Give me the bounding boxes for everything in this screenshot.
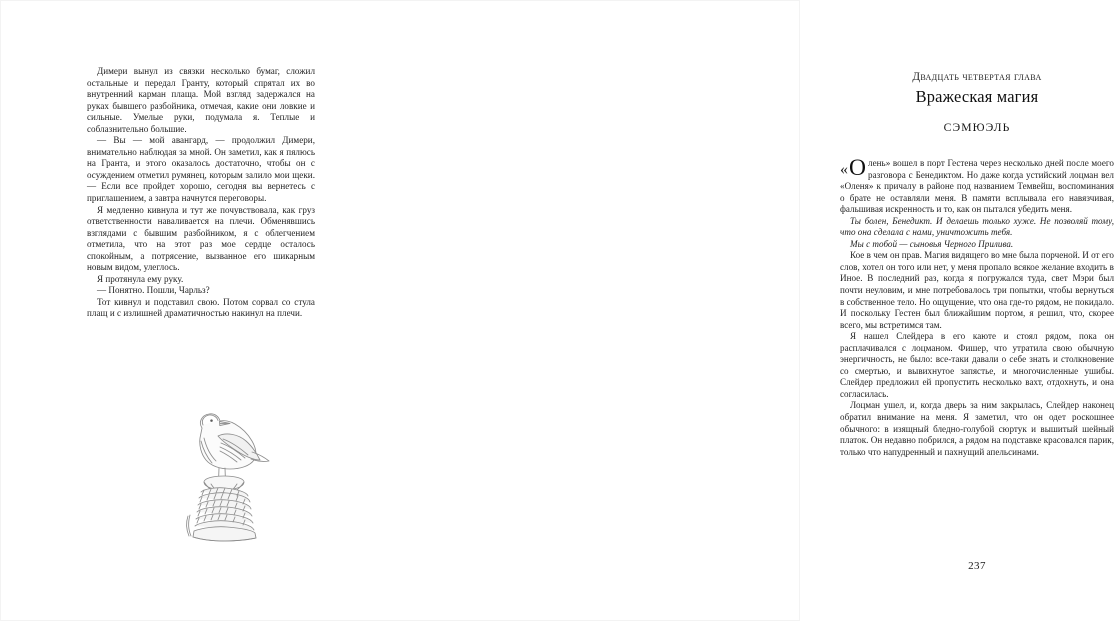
paragraph: Я протянула ему руку. xyxy=(97,273,184,284)
chapter-title: Вражеская магия xyxy=(915,87,1039,106)
paragraph: — Вы — мой авангард, — продолжил Димери, внимательно наблюдая за мной. Он заметил, как я пялюсь на Гранта, и этого оказалось достаточно, чтобы он с осуждением отметил румянец, которым залило мои щеки. — Если все пройдет хорошо, сегодня вы вернетесь с приглашением, а завтра начнутся переговоры. xyxy=(87,135,315,204)
page-number: 237 xyxy=(968,560,986,572)
right-page xyxy=(400,0,1114,621)
paragraph: Лоцман ушел, и, когда дверь за ним закрылась, Слейдер наконец обратил внимание на меня. Я заметил, что он одет роскошнее обычного: в изящный бледно-голубой сюртук и вышитый шейный платок. Он недавно побрился, а рядом на подставке красовался парик, только что напудренный и пахнущий апельсинами. xyxy=(840,400,1114,457)
pov-character-name: СЭМЮЭЛЬ xyxy=(943,121,1011,134)
paragraph: Тот кивнул и подставил свою. Потом сорвал со стула плащ и с излишней драматичностью накинул на плечи. xyxy=(87,296,315,319)
dropcap-opening-quote: « xyxy=(840,161,849,178)
dropcap-letter: О xyxy=(849,155,867,181)
paragraph-italic: Мы с тобой — сыновья Черного Прилива. xyxy=(850,238,1014,249)
paragraph-text: лень» вошел в порт Гестена через несколько дней после моего разговора с Бенедиктом. Но даже когда устийский лоцман вел «Оленя» к причалу в районе под названием Темвейш, воспоминания о брате не оставляли меня. В памяти всплывала его навязчивая, фальшивая искренность и то, как он пытался убедить меня. xyxy=(840,158,1114,215)
paragraph: — Понятно. Пошли, Чарльз? xyxy=(97,285,210,296)
paragraph-with-dropcap xyxy=(840,155,1114,216)
left-page-text-column xyxy=(87,66,315,320)
paragraph: Кое в чем он прав. Магия видящего во мне была порченой. И от его слов, хотел он того или нет, у меня пропало всякое желание входить в Иное. В последний раз, когда я погружался туда, свет Мэри был почти неуловим, и мне потребовалось три попытки, чтобы вернуться в собственное тело. Но ощущение, что она где-то рядом, не покидало. И поскольку Гестен был ближайшим портом, я решил, что, скорее всего, мы встретимся там. xyxy=(840,250,1114,330)
chapter-eyebrow: Двадцать четвертая глава xyxy=(912,71,1042,83)
paragraph-italic: Ты болен, Бенедикт. И делаешь только хуже. Не позволяй тому, что она сделала с нами, уничтожить тебя. xyxy=(840,215,1114,238)
left-page xyxy=(0,0,400,621)
right-page-text-column xyxy=(840,155,1114,458)
chapter-heading-block xyxy=(840,70,1114,108)
paragraph: Я нашел Слейдера в его каюте и стоял рядом, пока он расплачивался с лоцманом. Фишер, что утратила свою обычную энергичность, не было: все-таки давали о себе знать и столкновение со смертью, и вывихнутое запястье, и многочисленные ушибы. Слейдер предложил ей пропустить несколько вахт, отдохнуть, и она согласилась. xyxy=(840,331,1114,399)
paragraph: Димери вынул из связки несколько бумаг, сложил остальные и передал Гранту, который спрятал их во внутренний карман плаща. Мой взгляд задержался на руках бывшего разбойника, отмечая, какие они ловкие и сильные. Умелые руки, подумала я. Теплые и соблазнительно большие. xyxy=(87,66,315,134)
seagull-on-mooring-post-illustration xyxy=(168,398,288,543)
paragraph: Я медленно кивнула и тут же почувствовала, как груз ответственности наваливается на плечи. Обменявшись взглядами с бывшим разбойником, я с облегчением отметила, что на этот раз мое сердце осталось спокойным, а потрясение, вызванное его шикарным новым видом, улеглось. xyxy=(87,204,315,273)
